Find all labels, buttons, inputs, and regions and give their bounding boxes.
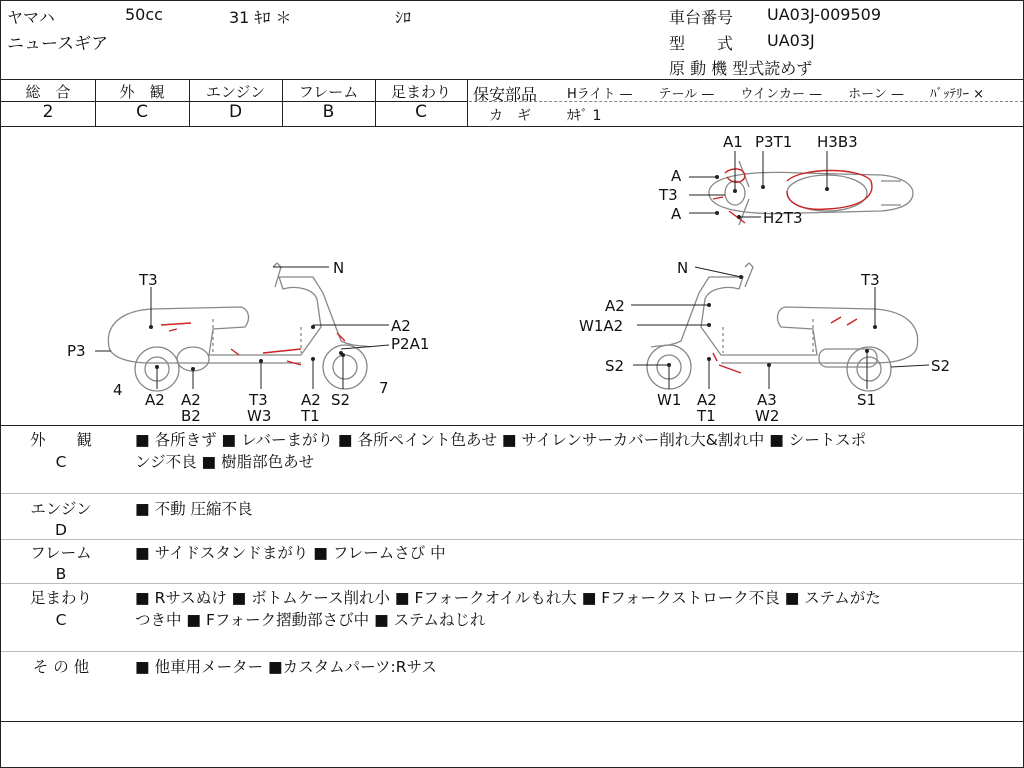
label-right-s2-left: S2 <box>605 357 625 375</box>
mileage: 31 ｷﾛ ＊ <box>229 8 292 27</box>
label-left-a2: A2 <box>391 317 411 335</box>
label-left-a2b2-bottom: B2 <box>181 407 201 425</box>
label-right-a3w2-bottom: W2 <box>755 407 780 425</box>
remark-engine-grade: D <box>55 521 67 539</box>
label-left-t3: T3 <box>139 271 158 289</box>
grade-exterior-label: 外 観 <box>119 83 165 101</box>
label-left-p2a1: P2A1 <box>391 335 430 353</box>
leader-lines <box>95 151 929 389</box>
scooter-sketches <box>108 161 917 391</box>
grade-frame-label: フレーム <box>298 83 359 101</box>
remark-exterior-grade: C <box>55 453 67 471</box>
panel-seams <box>213 319 813 353</box>
label-left-a2b2-top: A2 <box>181 391 201 409</box>
remark-engine-label: エンジン <box>30 500 92 518</box>
safety-items: Hライト — テール — ウインカー — ホーン — ﾊﾞｯﾃﾘｰ × <box>567 87 985 102</box>
label-right-s1: S1 <box>857 391 877 409</box>
frame-no-value: UA03J-009509 <box>767 5 882 24</box>
remark-other-label: そ の 他 <box>32 658 90 676</box>
engine-type: 原 動 機 型式読めず <box>669 59 813 78</box>
label-right-a2t1-top: A2 <box>697 391 717 409</box>
label-right-n: N <box>677 259 689 277</box>
remark-suspension-label: 足まわり <box>29 589 92 607</box>
remark-exterior-line-1: ■ 各所きず ■ レバーまがり ■ 各所ペイント色あせ ■ サイレンサーカバー削れ大&割れ中 ■ シートスポ <box>135 431 867 449</box>
label-right-w1: W1 <box>657 391 682 409</box>
label-left-a2t1-top: A2 <box>301 391 321 409</box>
remark-engine-line-1: ■ 不動 圧縮不良 <box>135 500 253 518</box>
type-label: 型 式 <box>669 34 734 53</box>
body-color: ｼﾛ <box>395 8 412 27</box>
label-top-a1: A1 <box>723 133 743 151</box>
grade-frame-value: B <box>322 102 335 122</box>
label-left-n: N <box>333 259 345 277</box>
label-right-s2-right: S2 <box>931 357 951 375</box>
label-top-h2t3: H2T3 <box>763 209 803 227</box>
label-right-a3w2-top: A3 <box>757 391 777 409</box>
remark-suspension-line-1: ■ Rサスぬけ ■ ボトムケース削れ小 ■ Fフォークオイルもれ大 ■ Fフォークストローク不良 ■ ステムがた <box>135 589 881 607</box>
label-top-a-lower: A <box>671 205 682 223</box>
displacement: 50cc <box>125 5 163 24</box>
grade-suspension-label: 足まわり <box>390 83 451 101</box>
label-left-a2: A2 <box>145 391 165 409</box>
remark-frame-line-1: ■ サイドスタンドまがり ■ フレームさび 中 <box>135 544 446 562</box>
grade-exterior-value: C <box>136 102 148 122</box>
label-top-p3t1: P3T1 <box>755 133 793 151</box>
label-left-7: 7 <box>379 379 389 397</box>
grade-engine-label: エンジン <box>205 83 266 101</box>
label-top-a-upper: A <box>671 167 682 185</box>
label-right-a2: A2 <box>605 297 625 315</box>
remark-exterior-line-2: ンジ不良 ■ 樹脂部色あせ <box>135 453 315 471</box>
damage-marks <box>161 169 872 373</box>
label-left-t3w3-top: T3 <box>249 391 268 409</box>
diagram-labels <box>67 133 950 425</box>
leader-dots <box>149 175 877 371</box>
key-value: ｶｷﾞ 1 <box>567 108 602 124</box>
grade-engine-value: D <box>228 102 243 122</box>
remark-exterior-label: 外 観 <box>29 431 92 449</box>
remark-other-line-1: ■ 他車用メーター ■カスタムパーツ:Rサス <box>135 658 437 676</box>
maker: ヤマハ <box>7 8 55 27</box>
label-left-4: 4 <box>113 381 123 399</box>
label-left-p3: P3 <box>67 342 86 360</box>
label-right-a2t1-bottom: T1 <box>697 407 716 425</box>
label-left-s2: S2 <box>331 391 351 409</box>
remark-suspension-line-2: つき中 ■ Fフォーク摺動部さび中 ■ ステムねじれ <box>135 611 486 629</box>
remark-frame-grade: B <box>55 565 67 583</box>
type-value: UA03J <box>767 31 815 50</box>
damage-diagram <box>1 127 1023 425</box>
frame-no-label: 車台番号 <box>669 8 734 27</box>
key-label: カ ギ <box>489 108 531 124</box>
label-right-w1a2: W1A2 <box>579 317 624 335</box>
remark-suspension-grade: C <box>55 611 67 629</box>
safety-title: 保安部品 <box>473 85 538 104</box>
label-left-t3w3-bottom: W3 <box>247 407 272 425</box>
label-top-h3b3: H3B3 <box>817 133 858 151</box>
remark-frame-label: フレーム <box>30 544 92 562</box>
label-right-t3: T3 <box>861 271 880 289</box>
grade-overall-value: 2 <box>42 102 54 122</box>
model-name: ニュースギア <box>7 34 109 54</box>
grade-suspension-value: C <box>415 102 427 122</box>
label-top-t3: T3 <box>659 186 678 204</box>
label-left-a2t1-bottom: T1 <box>301 407 320 425</box>
grade-overall-label: 総 合 <box>25 83 71 101</box>
